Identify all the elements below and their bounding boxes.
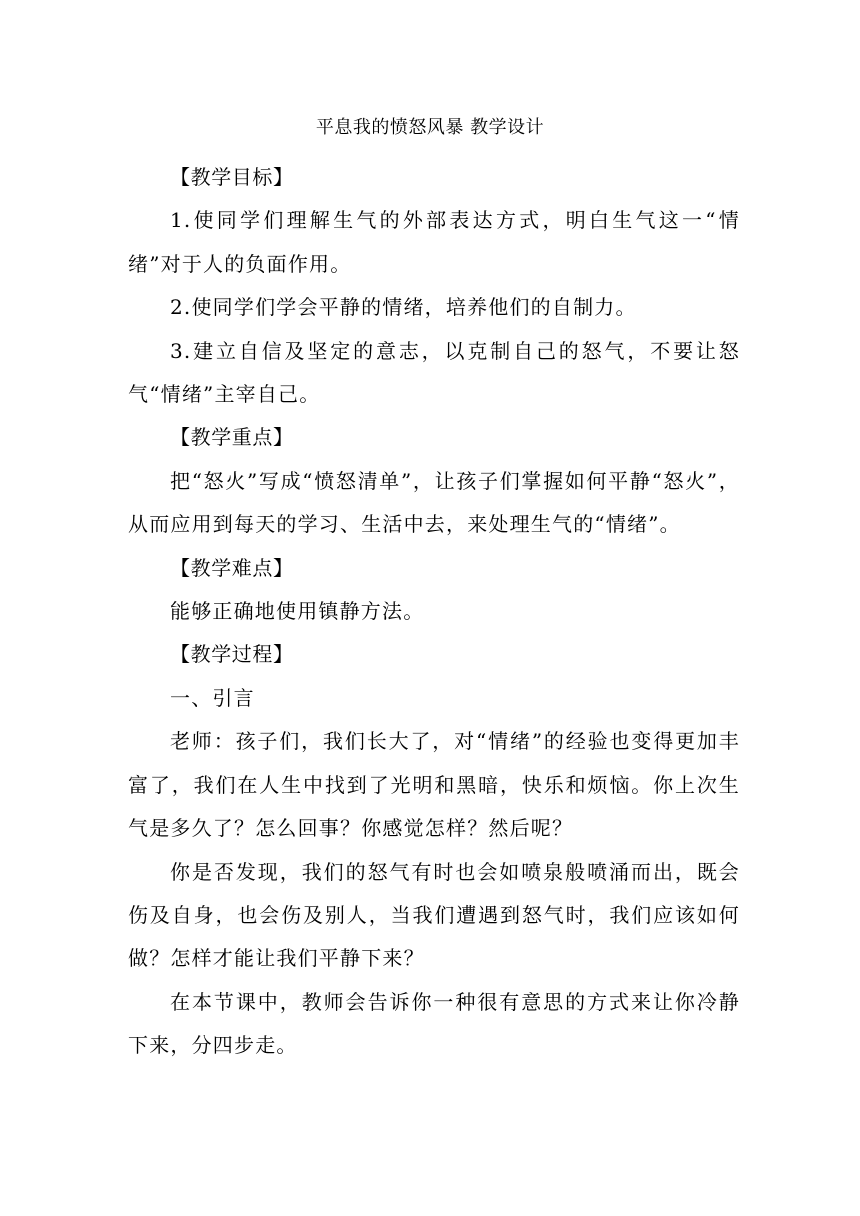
document-body [128,156,740,1068]
intro-paragraph-3: 在本节课中，教师会告诉你一种很有意思的方式来让你冷静下来，分四步走。 [128,989,740,1058]
objective-2: 2.使同学们学会平静的情绪，培养他们的自制力。 [170,295,637,320]
objective-3: 3.建立自信及坚定的意志，以克制自己的怒气，不要让怒气“情绪”主宰自己。 [128,338,740,407]
key-points-text: 把“怒火”写成“愤怒清单”，让孩子们掌握如何平静“怒火”，从而应用到每天的学习、生活中去，来处理生气的“情绪”。 [128,468,740,537]
section-heading-process: 【教学过程】 [170,642,294,667]
process-subheading-intro: 一、引言 [170,685,255,710]
section-heading-objectives: 【教学目标】 [170,165,294,189]
intro-paragraph-2: 你是否发现，我们的怒气有时也会如喷泉般喷涌而出，既会伤及自身，也会伤及别人，当我们遭遇到怒气时，我们应该如何做？怎样才能让我们平静下来？ [128,859,740,971]
document-title: 平息我的愤怒风暴 教学设计 [315,117,545,138]
intro-paragraph-1: 老师：孩子们，我们长大了，对“情绪”的经验也变得更加丰富了，我们在人生中找到了光明和黑暗，快乐和烦恼。你上次生气是多久了？怎么回事？你感觉怎样？然后呢？ [128,729,740,841]
section-heading-difficulties: 【教学难点】 [170,555,294,580]
section-heading-key-points: 【教学重点】 [170,425,294,450]
objective-1: 1.使同学们理解生气的外部表达方式，明白生气这一“情绪”对于人的负面作用。 [128,208,740,276]
difficulties-text: 能够正确地使用镇静方法。 [170,599,425,624]
